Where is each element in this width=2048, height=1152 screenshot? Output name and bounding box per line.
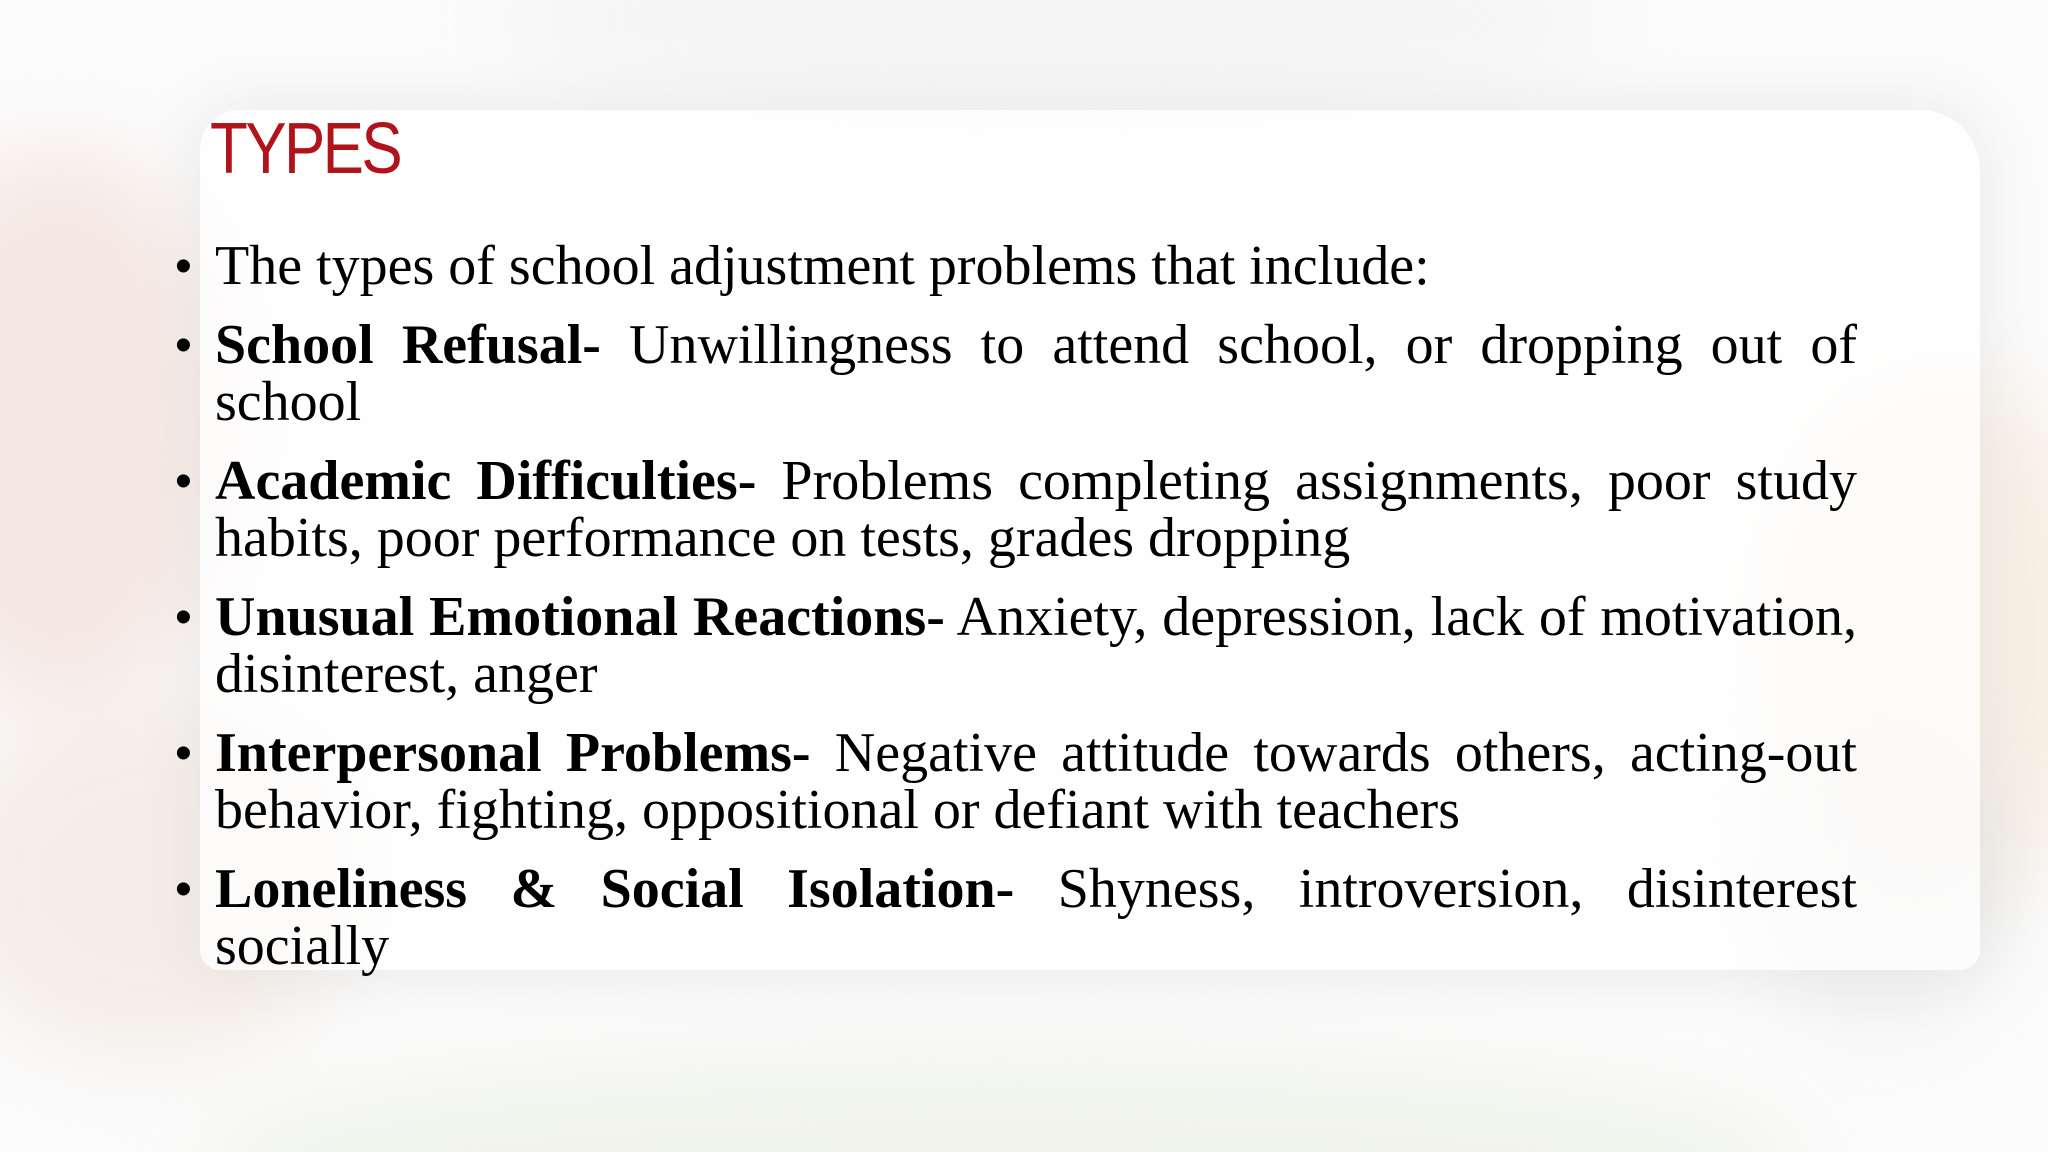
bullet-loneliness-social-isolation <box>175 858 1858 977</box>
slide-title: TYPES <box>210 109 401 189</box>
background-illustration-floor <box>200 1052 1800 1152</box>
bullet-intro-text: The types of school adjustment problems that include: <box>215 235 1430 297</box>
bullet-description: Problems completing assignments, poor study habits, poor performance on tests, grades dropping <box>215 450 1857 569</box>
bullet-dot-icon: • <box>175 455 192 508</box>
bullet-term: Unusual Emotional Reactions- <box>215 586 945 648</box>
bullet-interpersonal-problems <box>175 722 1857 841</box>
bullet-dot-icon: • <box>175 240 192 293</box>
bullet-dot-icon: • <box>175 591 192 644</box>
bullet-description: Unwillingness to attend school, or dropping out of school <box>215 314 1857 433</box>
bullet-description: Negative attitude towards others, acting-out behavior, fighting, oppositional or defiant with teachers <box>215 722 1857 841</box>
bullet-dot-icon: • <box>175 727 192 780</box>
background-illustration-top <box>500 0 1600 120</box>
bullet-unusual-emotional-reactions <box>175 586 1857 705</box>
bullet-list <box>175 235 1858 997</box>
bullet-term: Interpersonal Problems- <box>215 722 811 784</box>
bullet-academic-difficulties <box>175 450 1857 569</box>
bullet-term: Loneliness & Social Isolation- <box>215 858 1015 920</box>
bullet-dot-icon: • <box>175 319 192 372</box>
bullet-description: Anxiety, depression, lack of motivation, disinterest, anger <box>215 586 1857 705</box>
bullet-school-refusal <box>175 314 1857 433</box>
bullet-description: Shyness, introversion, disinterest socially <box>215 858 1858 977</box>
bullet-dot-icon: • <box>175 863 192 916</box>
bullet-term: Academic Difficulties- <box>215 450 757 512</box>
bullet-intro <box>175 235 1857 297</box>
bullet-term: School Refusal- <box>215 314 601 376</box>
